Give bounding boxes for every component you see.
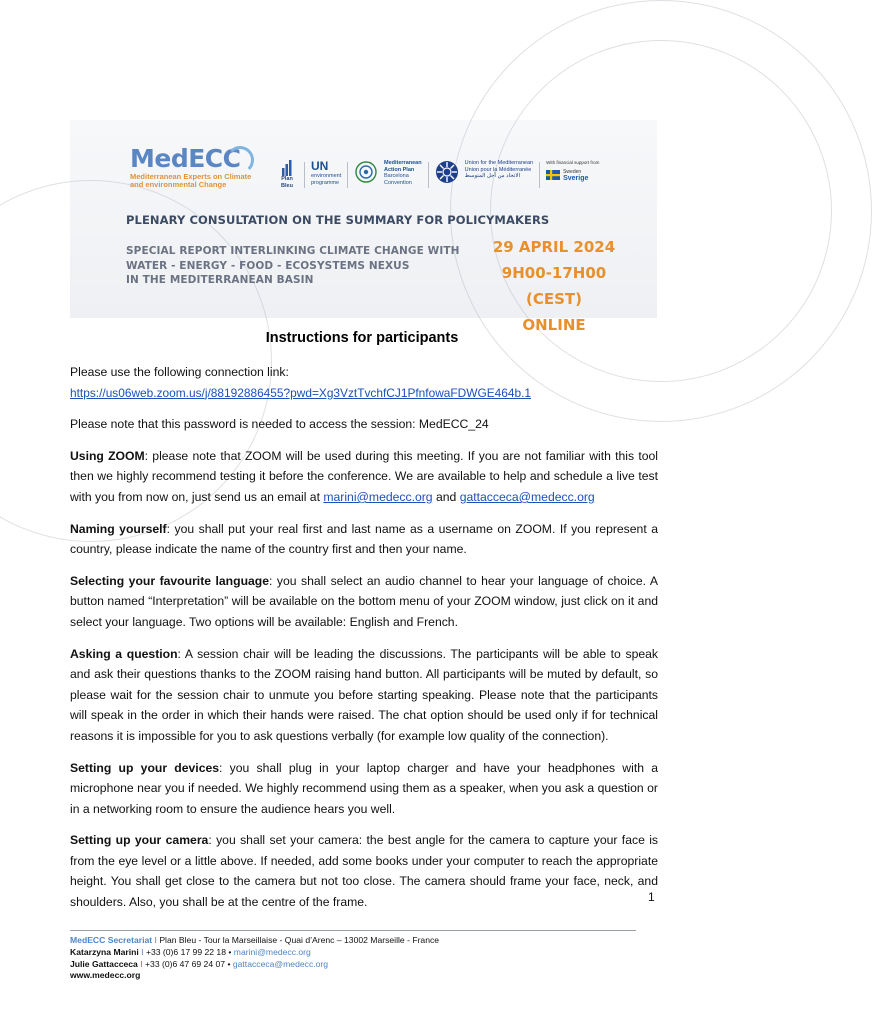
plenary-heading: PLENARY CONSULTATION ON THE SUMMARY FOR POLICYMAKERS — [126, 213, 550, 227]
question-heading: Asking a question — [70, 646, 178, 661]
swedish-flag-icon — [546, 170, 560, 180]
and-text: and — [432, 489, 460, 504]
map-line-4: Convention — [384, 179, 412, 186]
divider — [347, 162, 348, 188]
map-label — [384, 160, 422, 186]
footer-website[interactable] — [70, 970, 439, 982]
sweden-logo — [546, 160, 599, 182]
ufm-line-1: Union for the Mediterranean — [464, 160, 534, 166]
plan-bleu-icon — [281, 160, 293, 176]
contact-2-name: Julie Gattacceca — [70, 958, 138, 969]
medecc-logo — [130, 144, 251, 189]
plan-bleu-label: Plan Bleu — [281, 176, 293, 189]
footer — [70, 935, 439, 982]
camera-heading: Setting up your camera — [70, 833, 209, 848]
event-date-block — [474, 234, 634, 338]
map-emblem-icon — [354, 160, 378, 184]
bullet: • — [226, 946, 234, 957]
website-link[interactable]: www.medecc.org — [70, 970, 141, 981]
marini-email-link[interactable]: marini@medecc.org — [323, 489, 433, 504]
language-paragraph — [70, 571, 658, 633]
contact-1-phone: +33 (0)6 17 99 22 18 — [145, 946, 226, 957]
map-line-2: Action Plan — [384, 166, 415, 173]
footer-separator: I — [138, 946, 146, 957]
password-paragraph: Please note that this password is needed to access the session: MedECC_24 — [70, 417, 489, 432]
footer-separator: I — [152, 935, 160, 945]
ufm-line-3: الاتحاد من أجل المتوسط — [464, 173, 521, 179]
question-paragraph — [70, 644, 658, 747]
gattacceca-email-link[interactable]: gattacceca@medecc.org — [459, 489, 595, 504]
page-title: Instructions for participants — [265, 330, 459, 346]
plan-bleu-logo — [276, 160, 298, 189]
logo-word: MedECC — [130, 144, 241, 173]
footer-divider — [70, 930, 636, 931]
naming-paragraph — [70, 519, 658, 560]
divider — [428, 162, 429, 188]
secretariat-label: MedECC Secretariat — [70, 935, 153, 945]
swirl-icon — [226, 146, 254, 174]
naming-text: : you shall put your real first and last name as a username on ZOOM. If you represent a country, please indicate the name of the country first and then your name. — [70, 521, 658, 557]
contact-2-email[interactable]: gattacceca@medecc.org — [232, 958, 329, 969]
event-banner — [70, 120, 657, 334]
using-zoom-paragraph — [70, 446, 658, 508]
logo-subtitle-2: and environmental Change — [130, 180, 227, 189]
sverige-label: Sverige — [563, 175, 589, 182]
connection-paragraph — [70, 362, 658, 403]
event-date: 29 APRIL 2024 — [492, 238, 616, 256]
zoom-link[interactable]: https://us06web.zoom.us/j/88192886455?pwd=Xg3VztTvchfCJ1PfnfowaFDWGE464b.1 — [70, 385, 532, 400]
devices-heading: Setting up your devices — [70, 760, 220, 775]
using-zoom-text: : please note that ZOOM will be used during this meeting. If you are not familiar with this tool then we highly recommend testing it before the conference. We are available to help and schedule a live test with you from now on, just send us an email at — [70, 448, 658, 504]
devices-text: : you shall plug in your laptop charger and have your headphones with a microphone near you if needed. We highly recommend using them as a speaker, when you ask a question or in a networking room to ensure the audience hears you well. — [70, 760, 658, 816]
special-line-3: IN THE MEDITERRANEAN BASIN — [126, 274, 314, 286]
language-text: : you shall select an audio channel to hear your language of choice. A button named “Interpretation” will be available on the bottom menu of your ZOOM window, just click on it and select your language. Two options will be available: English and French. — [70, 573, 658, 629]
ufm-emblem-icon — [435, 160, 459, 184]
naming-heading: Naming yourself — [70, 521, 167, 536]
contact-1-email[interactable]: marini@medecc.org — [233, 946, 311, 957]
instructions-body — [70, 362, 658, 924]
footer-contact-2 — [70, 959, 439, 971]
secretariat-address: Plan Bleu - Tour la Marseillaise - Quai d’Arenc – 13002 Marseille - France — [159, 935, 440, 945]
contact-2-phone: +33 (0)6 47 69 24 07 — [145, 958, 226, 969]
sweden-support-label: With financial support from — [546, 160, 600, 165]
page-number: 1 — [648, 890, 655, 904]
question-text: : A session chair will be leading the discussions. The participants will be able to speak and ask their questions thanks to the ZOOM raising hand button. All participants will be muted by default, so please wait for the session chair to unmute you before starting speaking. Please note that the participants will speak in the order in which their hands were raised. The chat option should be used only if for technical reasons it is impossible for you to ask questions verbally (for example low quality of the connection). — [70, 646, 658, 743]
divider — [539, 162, 540, 188]
special-line-1: SPECIAL REPORT INTERLINKING CLIMATE CHANGE WITH — [126, 245, 460, 257]
divider — [304, 162, 305, 188]
bullet: • — [225, 958, 233, 969]
event-time: 9H00-17H00 (CEST) — [501, 264, 607, 308]
partner-logos — [276, 160, 599, 189]
logo-subtitle-1: Mediterranean Experts on Climate — [130, 172, 252, 181]
contact-1-name: Katarzyna Marini — [70, 946, 139, 957]
footer-secretariat-line — [70, 935, 439, 947]
connection-label: Please use the following connection link: — [70, 365, 289, 379]
devices-paragraph — [70, 758, 658, 820]
ufm-label — [465, 160, 533, 180]
unep-label: environment programme — [311, 173, 342, 186]
ufm-line-2: Union pour la Méditerranée — [464, 166, 532, 173]
map-line-1: Mediterranean — [384, 160, 422, 166]
unep-logo — [311, 160, 341, 186]
special-report-heading — [126, 244, 459, 288]
sweden-label: Sweden — [563, 168, 582, 175]
special-line-2: WATER - ENERGY - FOOD - ECOSYSTEMS NEXUS — [126, 259, 410, 272]
event-mode: ONLINE — [522, 316, 586, 334]
camera-paragraph — [70, 830, 658, 912]
camera-text: : you shall set your camera: the best angle for the camera to capture your face is from the eye level or a little above. If needed, add some books under your computer to reach the appropriate height. You shall get close to the camera but not too close. The camera should frame your face, neck, and shoulders. Also, you shall be at the centre of the frame. — [70, 833, 658, 910]
map-line-3: Barcelona — [384, 173, 409, 179]
footer-separator: I — [137, 958, 146, 969]
unep-mark: UN — [311, 159, 329, 173]
using-zoom-heading: Using ZOOM — [70, 448, 145, 463]
footer-contact-1 — [70, 947, 439, 959]
language-heading: Selecting your favourite language — [70, 573, 270, 588]
